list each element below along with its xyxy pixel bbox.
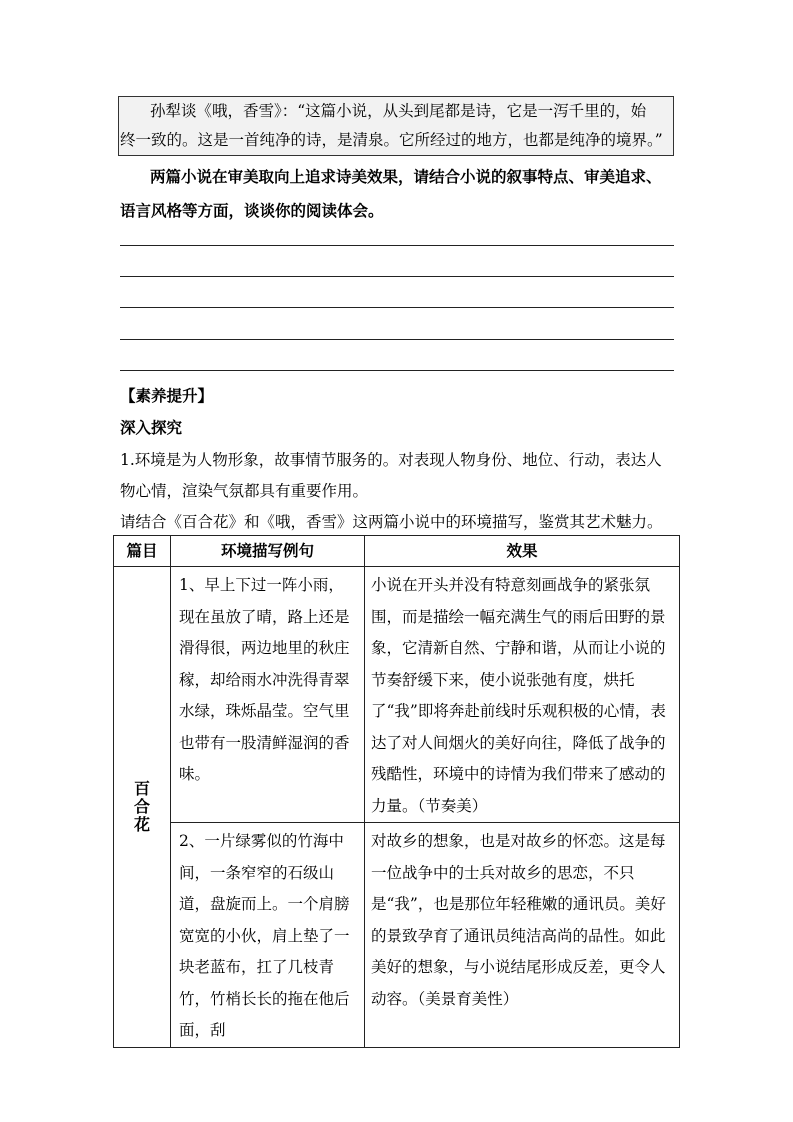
analysis-table xyxy=(113,535,680,1048)
task-prompt-line-2: 语言风格等方面，谈谈你的阅读体会。 xyxy=(120,201,384,220)
header-example: 环境描写例句 xyxy=(171,536,365,567)
group-title-cell xyxy=(114,567,171,1048)
intro-line-2: 物心情，渲染气氛都具有重要作用。 xyxy=(120,482,369,500)
table-row xyxy=(114,567,680,823)
answer-line-5[interactable] xyxy=(120,370,674,371)
group-title: 百合花 xyxy=(133,778,150,834)
example-cell: 1、早上下过一阵小雨，现在虽放了晴，路上还是滑得很，两边地里的秋庄稼，却给雨水冲洗得青翠水绿，珠烁晶莹。空气里也带有一股清鲜湿润的香味。 xyxy=(171,567,365,823)
table-row xyxy=(114,823,680,1048)
header-title: 篇目 xyxy=(114,536,171,567)
answer-line-2[interactable] xyxy=(120,276,674,277)
answer-line-3[interactable] xyxy=(120,307,674,308)
subsection-title: 深入探究 xyxy=(120,418,183,437)
effect-cell: 对故乡的想象，也是对故乡的怀恋。这是每一位战争中的士兵对故乡的思恋，不只是“我”，也是那位年轻稚嫩的通讯员。美好的景致孕育了通讯员纯洁高尚的品性。如此美好的想象，与小说结尾形成反差，更令人动容。（美景育美性） xyxy=(365,823,680,1048)
answer-line-4[interactable] xyxy=(120,339,674,340)
table-header-row xyxy=(114,536,680,567)
example-cell: 2、一片绿雾似的竹海中间，一条窄窄的石级山道，盘旋而上。一个肩膀宽宽的小伙，肩上垫了一块老蓝布，扛了几枝青竹，竹梢长长的拖在他后面，刮 xyxy=(171,823,365,1048)
effect-cell: 小说在开头并没有特意刻画战争的紧张氛围，而是描绘一幅充满生气的雨后田野的景象，它清新自然、宁静和谐，从而让小说的节奏舒缓下来，使小说张弛有度，烘托了“我”即将奔赴前线时乐观积极的心情，表达了对人间烟火的美好向往，降低了战争的残酷性，环境中的诗情为我们带来了感动的力量。（节奏美） xyxy=(365,567,680,823)
quote-line-2: 终一致的。这是一首纯净的诗，是清泉。它所经过的地方，也都是纯净的境界。” xyxy=(120,131,663,149)
answer-line-1[interactable] xyxy=(120,245,674,246)
section-title: 【素养提升】 xyxy=(120,386,214,405)
header-effect: 效果 xyxy=(365,536,680,567)
task-prompt-line-1: 两篇小说在审美取向上追求诗美效果，请结合小说的叙事特点、审美追求、 xyxy=(150,167,662,186)
quote-line-1: 孙犁谈《哦，香雪》：“这篇小说，从头到尾都是诗，它是一泻千里的，始 xyxy=(150,102,647,120)
intro-line-3: 请结合《百合花》和《哦，香雪》这两篇小说中的环境描写，鉴赏其艺术魅力。 xyxy=(120,513,663,531)
intro-line-1: 1.环境是为人物形象，故事情节服务的。对表现人物身份、地位、行动，表达人 xyxy=(120,451,662,469)
